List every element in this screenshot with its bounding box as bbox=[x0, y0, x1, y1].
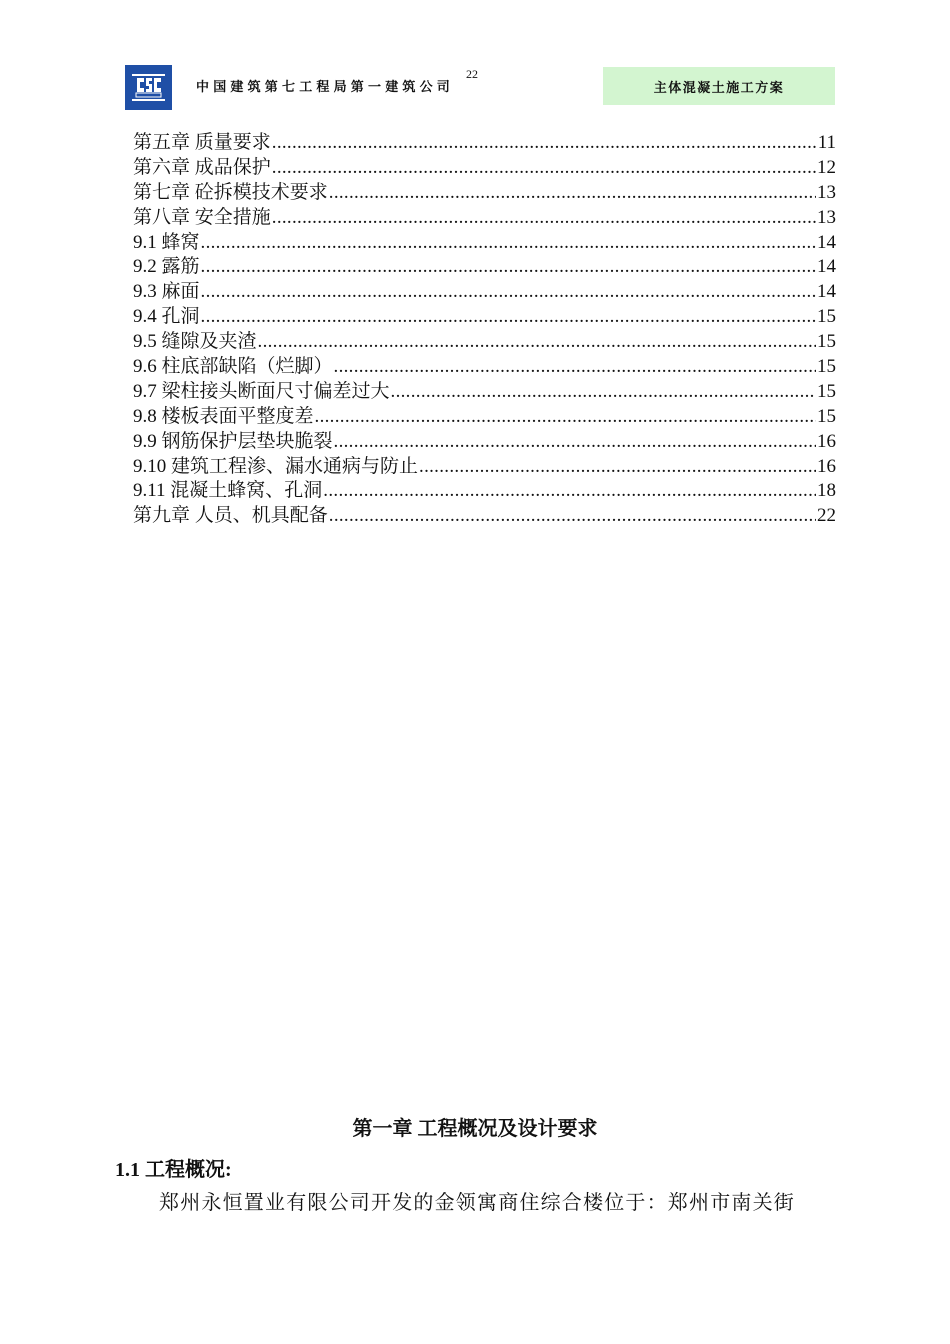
toc-entry-label: 第七章 砼拆模技术要求 bbox=[133, 181, 328, 203]
toc-entry-label: 9.9 钢筋保护层垫块脆裂 bbox=[133, 430, 333, 452]
toc-entry[interactable] bbox=[133, 380, 836, 405]
toc-entry-label: 第六章 成品保护 bbox=[133, 156, 271, 178]
toc-entry-page: 13 bbox=[817, 181, 836, 203]
toc-entry-label: 9.7 梁柱接头断面尺寸偏差过大 bbox=[133, 380, 390, 402]
company-logo bbox=[125, 65, 172, 110]
toc-entry-page: 15 bbox=[817, 380, 836, 402]
toc-entry[interactable] bbox=[133, 355, 836, 380]
toc-entry-page: 11 bbox=[817, 132, 836, 153]
toc-leader-dots bbox=[334, 430, 816, 455]
toc-entry-page: 22 bbox=[817, 505, 836, 527]
toc-entry[interactable] bbox=[133, 206, 836, 231]
toc-entry[interactable] bbox=[133, 231, 836, 256]
toc-leader-dots bbox=[315, 405, 816, 430]
toc-leader-dots bbox=[201, 231, 816, 256]
toc-entry-page: 15 bbox=[817, 405, 836, 427]
toc-entry-label: 9.8 楼板表面平整度差 bbox=[133, 405, 314, 427]
toc-entry[interactable] bbox=[133, 430, 836, 455]
toc-leader-dots bbox=[201, 255, 816, 280]
toc-entry-label: 9.10 建筑工程渗、漏水通病与防止 bbox=[133, 455, 419, 477]
toc-entry[interactable] bbox=[133, 131, 836, 156]
toc-entry-page: 16 bbox=[817, 430, 836, 452]
toc-leader-dots bbox=[272, 206, 816, 231]
toc-leader-dots bbox=[323, 479, 816, 504]
toc-entry-page: 16 bbox=[817, 455, 836, 477]
toc-entry-label: 第八章 安全措施 bbox=[133, 206, 271, 228]
toc-leader-dots bbox=[329, 504, 816, 529]
toc-entry-label: 9.3 麻面 bbox=[133, 281, 200, 303]
chapter-heading: 第一章 工程概况及设计要求 bbox=[352, 1118, 598, 1140]
page-number: 22 bbox=[466, 67, 478, 81]
toc-entry-page: 15 bbox=[817, 306, 836, 328]
toc-entry-page: 18 bbox=[817, 480, 836, 502]
toc-entry-page: 15 bbox=[817, 331, 836, 353]
toc-entry-label: 9.1 蜂窝 bbox=[133, 231, 200, 253]
toc-entry-label: 9.2 露筋 bbox=[133, 256, 200, 278]
document-title: 主体混凝土施工方案 bbox=[653, 80, 785, 96]
toc-entry[interactable] bbox=[133, 280, 836, 305]
toc-entry-label: 9.4 孔洞 bbox=[133, 306, 200, 328]
toc-entry-label: 9.11 混凝土蜂窝、孔洞 bbox=[133, 480, 323, 502]
toc-leader-dots bbox=[258, 330, 816, 355]
toc-entry-page: 13 bbox=[817, 206, 836, 228]
toc-leader-dots bbox=[201, 305, 816, 330]
section-heading: 1.1 工程概况: bbox=[115, 1159, 232, 1181]
toc-entry[interactable] bbox=[133, 255, 836, 280]
toc-entry-label: 9.5 缝隙及夹渣 bbox=[133, 331, 257, 353]
toc-entry-page: 14 bbox=[817, 281, 836, 303]
toc-leader-dots bbox=[329, 181, 816, 206]
toc-leader-dots bbox=[272, 156, 816, 181]
body-paragraph: 郑州永恒置业有限公司开发的金领寓商住综合楼位于：郑州市南关街 bbox=[159, 1192, 795, 1214]
toc-entry[interactable] bbox=[133, 330, 836, 355]
toc-leader-dots bbox=[201, 280, 816, 305]
toc-entry[interactable] bbox=[133, 156, 836, 181]
toc-entry-label: 第五章 质量要求 bbox=[133, 132, 271, 153]
toc-leader-dots bbox=[419, 455, 816, 480]
toc-entry-page: 14 bbox=[817, 256, 836, 278]
toc-leader-dots bbox=[272, 131, 817, 156]
document-title-box bbox=[603, 67, 835, 105]
toc-entry-page: 15 bbox=[817, 356, 836, 378]
table-of-contents bbox=[133, 131, 836, 529]
company-name: 中国建筑第七工程局第一建筑公司 bbox=[196, 80, 455, 95]
toc-entry-label: 9.6 柱底部缺陷（烂脚） bbox=[133, 356, 333, 378]
toc-entry[interactable] bbox=[133, 181, 836, 206]
toc-leader-dots bbox=[334, 355, 816, 380]
toc-entry[interactable] bbox=[133, 479, 836, 504]
toc-entry-page: 14 bbox=[817, 231, 836, 253]
toc-entry[interactable] bbox=[133, 504, 836, 529]
toc-entry-page: 12 bbox=[817, 156, 836, 178]
toc-entry-label: 第九章 人员、机具配备 bbox=[133, 505, 328, 527]
toc-entry[interactable] bbox=[133, 305, 836, 330]
toc-entry[interactable] bbox=[133, 405, 836, 430]
toc-leader-dots bbox=[391, 380, 816, 405]
toc-entry[interactable] bbox=[133, 455, 836, 480]
